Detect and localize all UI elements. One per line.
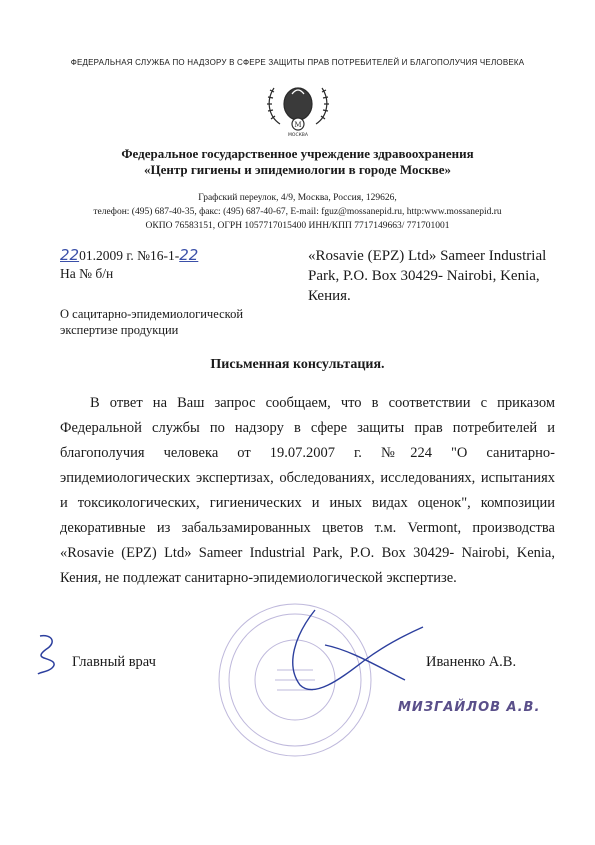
org-address: Графский переулок, 4/9, Москва, Россия, 129626, [198,193,397,203]
handwritten-number: 22 [179,246,199,264]
org-name-line2: «Центр гигиены и эпидемиологии в городе Москве» [143,162,452,177]
recipient-line: Кения. [308,288,351,304]
handwritten-day: 22 [60,246,80,264]
letter-subject [60,306,243,338]
recipient-block [308,246,588,306]
signatory-position: Главный врач [72,654,156,670]
org-registration-codes: ОКПО 76583151, ОГРН 1057717015400 ИНН/КПП 7717149663/ 771701001 [145,221,450,231]
org-name-line1: Федеральное государственное учреждение здравоохранения [121,146,474,161]
subject-line: экспертизе продукции [60,323,179,337]
signature-icon [255,605,425,705]
org-contacts: телефон: (495) 687-40-35, факс: (495) 687-40-67, E-mail: fguz@mossanepid.ru, http:www.mossanepid.ru [93,207,502,217]
incoming-reference: На № б/н [60,266,114,281]
city-emblem-icon [260,76,336,138]
reference-date: 01.2009 г. №16-1- [79,248,180,263]
signatory-name: Иваненко А.В. [426,654,517,670]
recipient-line: «Rosavie (EPZ) Ltd» Sameer Industrial [308,248,547,264]
subject-line: О сацитарно-эпидемиологической [60,307,244,321]
agency-header: ФЕДЕРАЛЬНАЯ СЛУЖБА ПО НАДЗОРУ В СФЕРЕ ЗАЩИТЫ ПРАВ ПОТРЕБИТЕЛЕЙ И БЛАГОПОЛУЧИЯ ЧЕЛОВЕКА [70,58,525,67]
recipient-line: Park, P.O. Box 30429- Nairobi, Kenia, [308,268,540,284]
document-title: Письменная консультация. [210,357,385,372]
svg-text:M: M [294,121,302,129]
letter-body: В ответ на Ваш запрос сообщаем, что в соответствии с приказом Федеральной службы по надзору в сфере защиты прав потребителей и благополучия человека от 19.07.2007 г. №224 "О санитарно-эпидемиологических экспертизах, обследованиях, исследованиях, испытаниях и токсикологических, гигиенических и иных видах оценок", композиции декоративные из забальзамированных цветов т.м. Vermont, производства «Rosavie (EPZ) Ltd» Sameer Industrial Park, P.O. Box 30429- Nairobi, Kenia, Кения, не подлежат санитарно-эпидемиологической экспертизе. [60,395,555,586]
outgoing-reference [60,246,198,265]
emblem-caption: МОСКВА [288,133,308,138]
name-stamp: МИЗГАЙЛОВ А.В. [398,700,541,715]
